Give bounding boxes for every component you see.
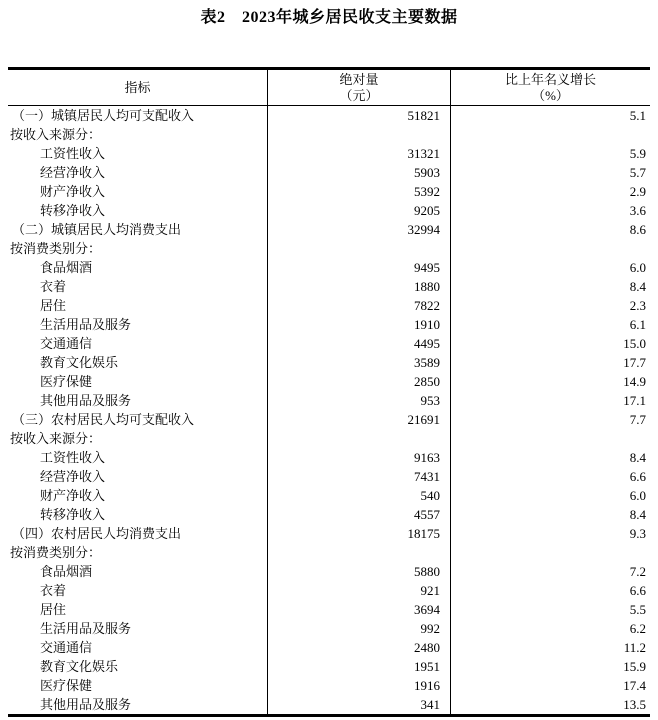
row-indicator: 生活用品及服务 — [40, 621, 132, 636]
row-indicator: 其他用品及服务 — [40, 697, 132, 712]
row-absolute-value: 32994 — [267, 220, 450, 239]
row-indicator: 经营净收入 — [40, 469, 106, 484]
row-indicator: 按收入来源分： — [10, 127, 102, 142]
row-growth-value: 2.3 — [450, 296, 650, 315]
table-row — [8, 505, 650, 524]
row-growth-value: 5.7 — [450, 163, 650, 182]
table-row — [8, 543, 650, 562]
row-growth-value: 13.5 — [450, 695, 650, 714]
table-row — [8, 372, 650, 391]
row-indicator: 按消费类别分： — [10, 241, 102, 256]
row-growth-value: 17.1 — [450, 391, 650, 410]
row-indicator: 财产净收入 — [40, 488, 106, 503]
table-row — [8, 524, 650, 543]
header-growth — [450, 70, 650, 105]
row-absolute-value — [267, 429, 450, 448]
row-absolute-value: 1951 — [267, 657, 450, 676]
row-indicator: 转移净收入 — [40, 203, 106, 218]
table-row — [8, 296, 650, 315]
row-growth-value: 6.0 — [450, 258, 650, 277]
row-indicator: 工资性收入 — [40, 450, 106, 465]
table-row — [8, 695, 650, 714]
row-absolute-value: 2850 — [267, 372, 450, 391]
row-absolute-value: 7431 — [267, 467, 450, 486]
table-row — [8, 581, 650, 600]
row-absolute-value: 9205 — [267, 201, 450, 220]
table-title: 表2 2023年城乡居民收支主要数据 — [200, 9, 458, 26]
row-indicator: 转移净收入 — [40, 507, 106, 522]
row-indicator: （四）农村居民人均消费支出 — [12, 526, 182, 541]
header-absolute-line1: 绝对量 — [339, 71, 379, 87]
row-absolute-value — [267, 239, 450, 258]
table-row — [8, 220, 650, 239]
table-row — [8, 334, 650, 353]
row-growth-value: 5.5 — [450, 600, 650, 619]
table-row — [8, 353, 650, 372]
row-growth-value: 15.9 — [450, 657, 650, 676]
row-indicator: （二）城镇居民人均消费支出 — [12, 222, 182, 237]
row-indicator: 交通通信 — [40, 336, 93, 351]
row-indicator: 生活用品及服务 — [40, 317, 132, 332]
row-indicator: 食品烟酒 — [40, 564, 93, 579]
row-absolute-value: 341 — [267, 695, 450, 714]
row-growth-value — [450, 239, 650, 258]
row-indicator: 衣着 — [40, 583, 67, 598]
table-row — [8, 429, 650, 448]
statistics-table — [8, 67, 650, 717]
row-absolute-value: 5392 — [267, 182, 450, 201]
row-growth-value: 17.7 — [450, 353, 650, 372]
row-indicator: 按消费类别分： — [10, 545, 102, 560]
row-absolute-value: 1910 — [267, 315, 450, 334]
table-row — [8, 562, 650, 581]
row-absolute-value: 1880 — [267, 277, 450, 296]
row-growth-value: 14.9 — [450, 372, 650, 391]
header-absolute-amount — [267, 70, 450, 105]
table-row — [8, 239, 650, 258]
table-row — [8, 657, 650, 676]
row-absolute-value: 992 — [267, 619, 450, 638]
table-row — [8, 277, 650, 296]
row-growth-value: 2.9 — [450, 182, 650, 201]
row-absolute-value: 3589 — [267, 353, 450, 372]
row-absolute-value: 953 — [267, 391, 450, 410]
table-row — [8, 448, 650, 467]
header-indicator — [8, 70, 267, 105]
row-absolute-value: 7822 — [267, 296, 450, 315]
row-indicator: 工资性收入 — [40, 146, 106, 161]
row-indicator: 交通通信 — [40, 640, 93, 655]
row-absolute-value: 5903 — [267, 163, 450, 182]
header-absolute-line2: （元） — [339, 87, 379, 103]
table-row — [8, 676, 650, 695]
row-absolute-value: 18175 — [267, 524, 450, 543]
row-absolute-value — [267, 125, 450, 144]
row-absolute-value: 4557 — [267, 505, 450, 524]
row-growth-value: 6.6 — [450, 467, 650, 486]
table-row — [8, 182, 650, 201]
row-growth-value: 8.4 — [450, 277, 650, 296]
table-row — [8, 467, 650, 486]
table-body — [8, 106, 650, 714]
row-growth-value: 11.2 — [450, 638, 650, 657]
row-growth-value — [450, 543, 650, 562]
row-indicator: 教育文化娱乐 — [40, 659, 119, 674]
header-growth-line1: 比上年名义增长 — [504, 71, 596, 87]
row-absolute-value: 5880 — [267, 562, 450, 581]
row-absolute-value: 1916 — [267, 676, 450, 695]
row-absolute-value: 9495 — [267, 258, 450, 277]
row-indicator: 财产净收入 — [40, 184, 106, 199]
row-growth-value: 5.9 — [450, 144, 650, 163]
row-growth-value: 6.2 — [450, 619, 650, 638]
row-indicator: 按收入来源分： — [10, 431, 102, 446]
table-row — [8, 410, 650, 429]
table-row — [8, 391, 650, 410]
row-growth-value: 7.7 — [450, 410, 650, 429]
table-row — [8, 125, 650, 144]
row-indicator: 医疗保健 — [40, 678, 93, 693]
table-row — [8, 638, 650, 657]
row-absolute-value: 3694 — [267, 600, 450, 619]
row-absolute-value: 31321 — [267, 144, 450, 163]
row-indicator: 经营净收入 — [40, 165, 106, 180]
row-growth-value: 8.4 — [450, 505, 650, 524]
header-indicator-label: 指标 — [124, 79, 151, 95]
row-absolute-value: 21691 — [267, 410, 450, 429]
row-growth-value: 9.3 — [450, 524, 650, 543]
row-absolute-value: 540 — [267, 486, 450, 505]
table-row — [8, 600, 650, 619]
row-growth-value: 15.0 — [450, 334, 650, 353]
table-row — [8, 163, 650, 182]
table-row — [8, 486, 650, 505]
row-growth-value: 8.4 — [450, 448, 650, 467]
table-row — [8, 315, 650, 334]
table-header-row — [8, 70, 650, 106]
table-row — [8, 144, 650, 163]
row-absolute-value: 921 — [267, 581, 450, 600]
row-indicator: （一）城镇居民人均可支配收入 — [12, 108, 195, 123]
row-growth-value: 6.0 — [450, 486, 650, 505]
row-indicator: （三）农村居民人均可支配收入 — [12, 412, 195, 427]
row-indicator: 衣着 — [40, 279, 67, 294]
row-indicator: 食品烟酒 — [40, 260, 93, 275]
table-row — [8, 201, 650, 220]
table-row — [8, 106, 650, 125]
row-growth-value: 3.6 — [450, 201, 650, 220]
row-absolute-value: 2480 — [267, 638, 450, 657]
row-indicator: 居住 — [40, 602, 67, 617]
row-growth-value: 5.1 — [450, 106, 650, 125]
row-indicator: 其他用品及服务 — [40, 393, 132, 408]
row-growth-value: 8.6 — [450, 220, 650, 239]
row-growth-value — [450, 429, 650, 448]
row-growth-value: 17.4 — [450, 676, 650, 695]
row-absolute-value: 9163 — [267, 448, 450, 467]
header-growth-line2: （%） — [532, 87, 569, 103]
row-indicator: 居住 — [40, 298, 67, 313]
row-absolute-value: 51821 — [267, 106, 450, 125]
row-absolute-value: 4495 — [267, 334, 450, 353]
row-growth-value — [450, 125, 650, 144]
row-growth-value: 7.2 — [450, 562, 650, 581]
row-growth-value: 6.6 — [450, 581, 650, 600]
row-indicator: 医疗保健 — [40, 374, 93, 389]
row-indicator: 教育文化娱乐 — [40, 355, 119, 370]
row-absolute-value — [267, 543, 450, 562]
table-row — [8, 619, 650, 638]
row-growth-value: 6.1 — [450, 315, 650, 334]
table-row — [8, 258, 650, 277]
